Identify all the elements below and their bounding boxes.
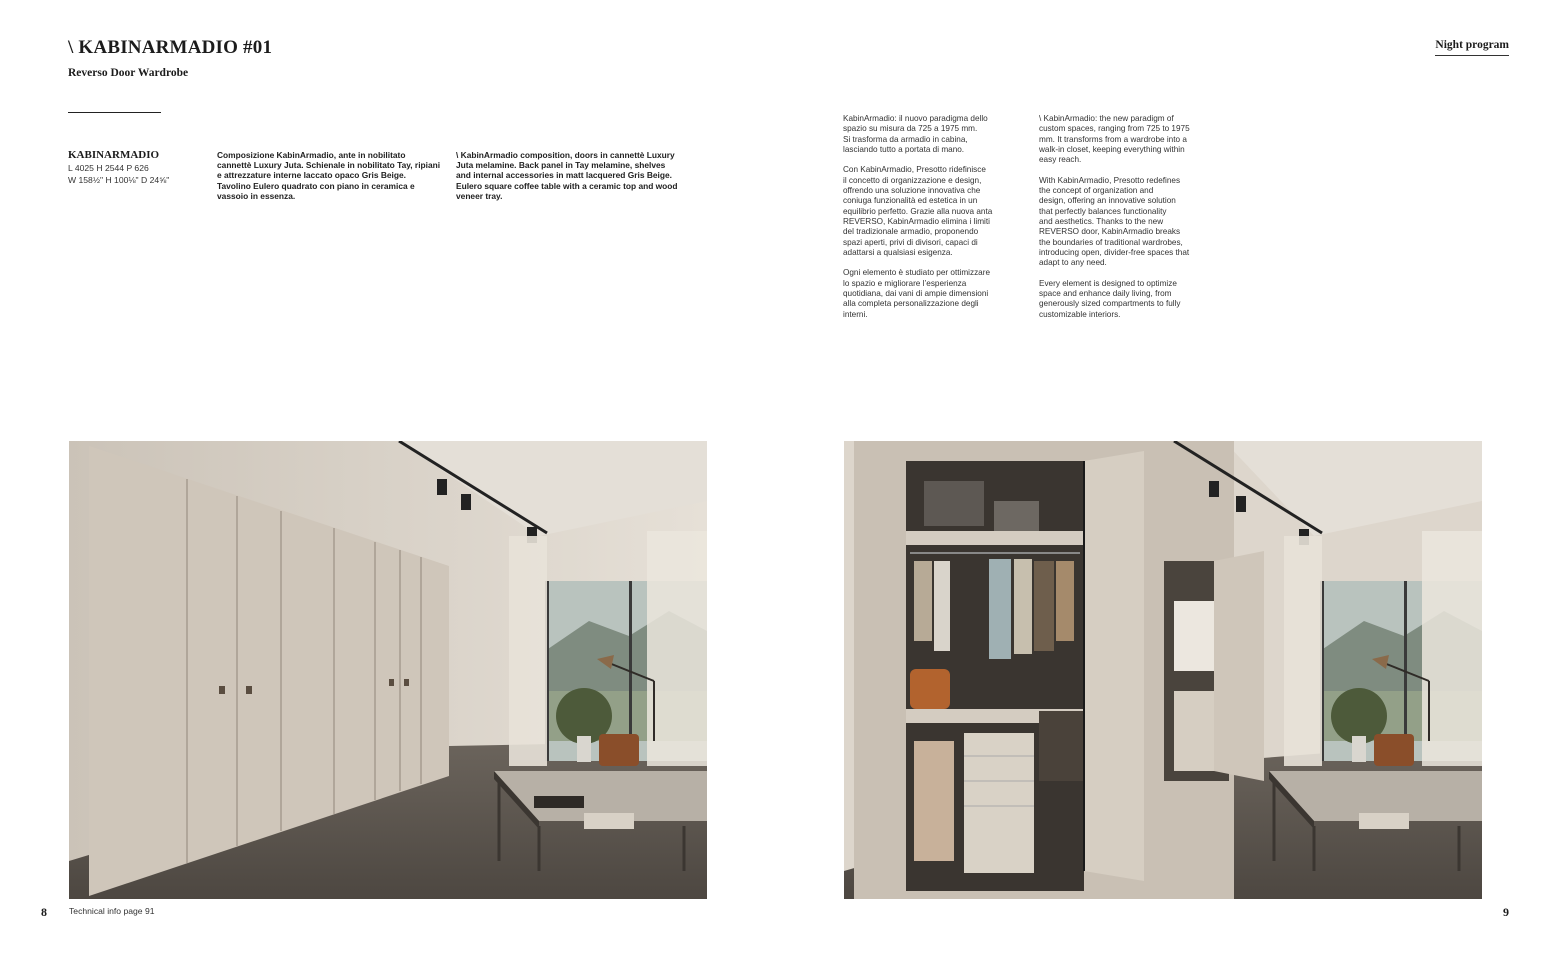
spec-metric-dimensions: L 4025 H 2544 P 626 [68,163,149,173]
spec-imperial-dimensions: W 158½" H 100⅛" D 24⅝" [68,175,170,185]
title-divider [68,112,161,113]
body-en-paragraph: \ KabinArmadio: the new paradigm of custom spaces, ranging from 725 to 1975 mm. It transforms from a wardrobe into a walk-in closet, keeping everything within easy reach. [1039,114,1190,165]
page-title: \ KABINARMADIO #01 [68,37,273,58]
page-number-right: 9 [1503,905,1509,919]
spec-product-name: KABINARMADIO [68,149,160,161]
page-number-left: 8 [41,905,47,919]
photo-wardrobe-open [844,441,1482,899]
body-text-english [1039,114,1204,330]
body-en-paragraph: Every element is designed to optimize space and enhance daily living, from generously sized compartments to fully customizable interiors. [1039,278,1181,319]
body-it-paragraph: KabinArmadio: il nuovo paradigma dello spazio su misura da 725 a 1975 mm. Si trasforma da armadio in cabina, lasciando tutto a portata di mano. [843,114,988,154]
photo-wardrobe-closed [69,441,707,899]
technical-info-link[interactable]: Technical info page 91 [69,906,155,916]
composition-description-en: \ KabinArmadio composition, doors in cannettè Luxury Juta melamine. Back panel in Tay melamine, shelves and internal accessories in matt lacquered Gris Beige. Eulero square coffee table with a ceramic top and wood veneer tray. [456,150,678,201]
page-subtitle: Reverso Door Wardrobe [68,67,189,79]
body-en-paragraph: With KabinArmadio, Presotto redefines the concept of organization and design, offering an innovative solution that perfectly balances functionality and aesthetics. Thanks to the new REVERSO door, KabinArmadio breaks the boundaries of traditional wardrobes, introducing open, divider-free spaces that adapt to any need. [1039,175,1190,268]
body-it-paragraph: Con KabinArmadio, Presotto ridefinisce il concetto di organizzazione e design, offrendo una soluzione innovativa che coniuga funzionalità ed estetica in un equilibrio perfetto. Grazie alla nuova anta REVERSO, KabinArmadio elimina i limiti del tradizionale armadio, proponendo spazi aperti, privi di divisori, capaci di adattarsi a qualsiasi esigenza. [843,165,993,257]
section-link-night-program[interactable]: Night program [1435,39,1509,56]
composition-description-it: Composizione KabinArmadio, ante in nobilitato cannettè Luxury Juta. Schienale in nobilitato Tay, ripiani e attrezzature interne laccato opaco Gris Beige. Tavolino Eulero quadrato con piano in ceramica e vassoio in essenza. [217,150,441,201]
body-text-italian [843,114,1008,330]
body-it-paragraph: Ogni elemento è studiato per ottimizzare lo spazio e migliorare l’esperienza quotidiana, dai vani di ampie dimensioni alla completa personalizzazione degli interni. [843,268,990,319]
